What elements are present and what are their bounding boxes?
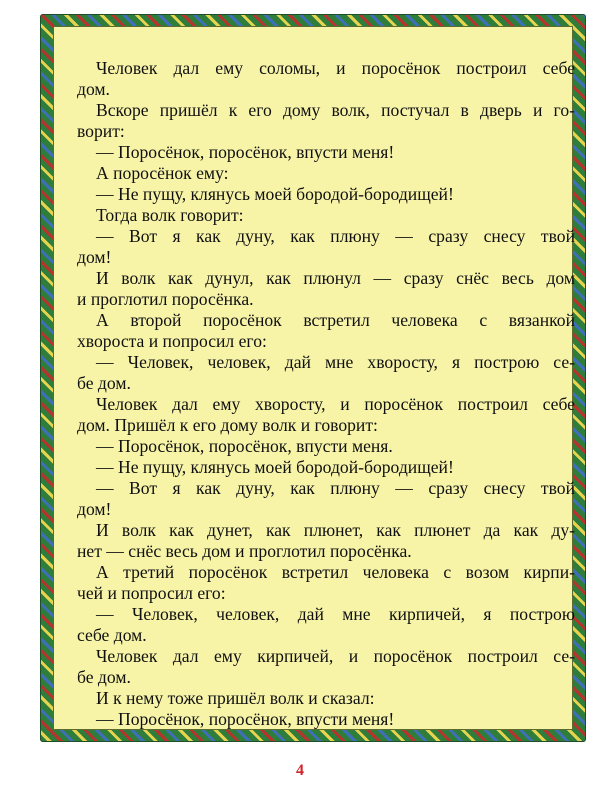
text-line: — Поросёнок, поросёнок, впусти меня.	[96, 436, 393, 456]
text-line: ворит:	[77, 121, 125, 141]
story-text-block	[77, 58, 575, 730]
decorative-border-frame	[40, 14, 586, 742]
text-line: — Человек, человек, дай мне кирпичей, я построю	[96, 604, 575, 624]
text-line: И к нему тоже пришёл волк и сказал:	[96, 688, 375, 708]
text-line: — Человек, человек, дай мне хворосту, я построю се-	[96, 352, 575, 372]
text-panel	[53, 26, 573, 730]
text-line: дом. Пришёл к его дому волк и говорит:	[77, 415, 378, 435]
text-line: Вскоре пришёл к его дому волк, постучал в дверь и го-	[96, 100, 575, 120]
text-line: Человек дал ему хворосту, и поросёнок построил себе	[96, 394, 575, 414]
text-line: дом.	[77, 79, 110, 99]
text-line: чей и попросил его:	[77, 583, 226, 603]
text-line: дом!	[77, 247, 112, 267]
text-line: дом!	[77, 499, 112, 519]
text-line: И волк как дунул, как плюнул — сразу снёс весь дом	[96, 268, 575, 288]
text-line: Человек дал ему соломы, и поросёнок построил себе	[96, 58, 575, 78]
text-line: — Вот я как дуну, как плюну — сразу снесу твой	[96, 478, 575, 498]
text-line: И волк как дунет, как плюнет, как плюнет да как ду-	[96, 520, 575, 540]
text-line: — Поросёнок, поросёнок, впусти меня!	[96, 142, 395, 162]
text-line: себе дом.	[77, 625, 147, 645]
text-line: бе дом.	[77, 373, 131, 393]
text-line: Тогда волк говорит:	[96, 205, 244, 225]
page-number: 4	[296, 762, 304, 779]
text-line: — Вот я как дуну, как плюну — сразу снесу твой	[96, 226, 575, 246]
text-line: А второй поросёнок встретил человека с вязанкой	[96, 310, 575, 330]
text-line: нет — снёс весь дом и проглотил поросёнка.	[77, 541, 412, 561]
text-line: А поросёнок ему:	[96, 163, 229, 183]
text-line: хвороста и попросил его:	[77, 331, 267, 351]
text-line: Человек дал ему кирпичей, и поросёнок построил се-	[96, 646, 575, 666]
text-line: — Поросёнок, поросёнок, впусти меня!	[96, 709, 395, 729]
text-line: и проглотил поросёнка.	[77, 289, 254, 309]
text-line: А третий поросёнок встретил человека с возом кирпи-	[96, 562, 575, 582]
text-line: — Не пущу, клянусь моей бородой-бородищей!	[96, 184, 454, 204]
text-line: — Не пущу, клянусь моей бородой-бородищей!	[96, 457, 454, 477]
text-line: бе дом.	[77, 667, 131, 687]
